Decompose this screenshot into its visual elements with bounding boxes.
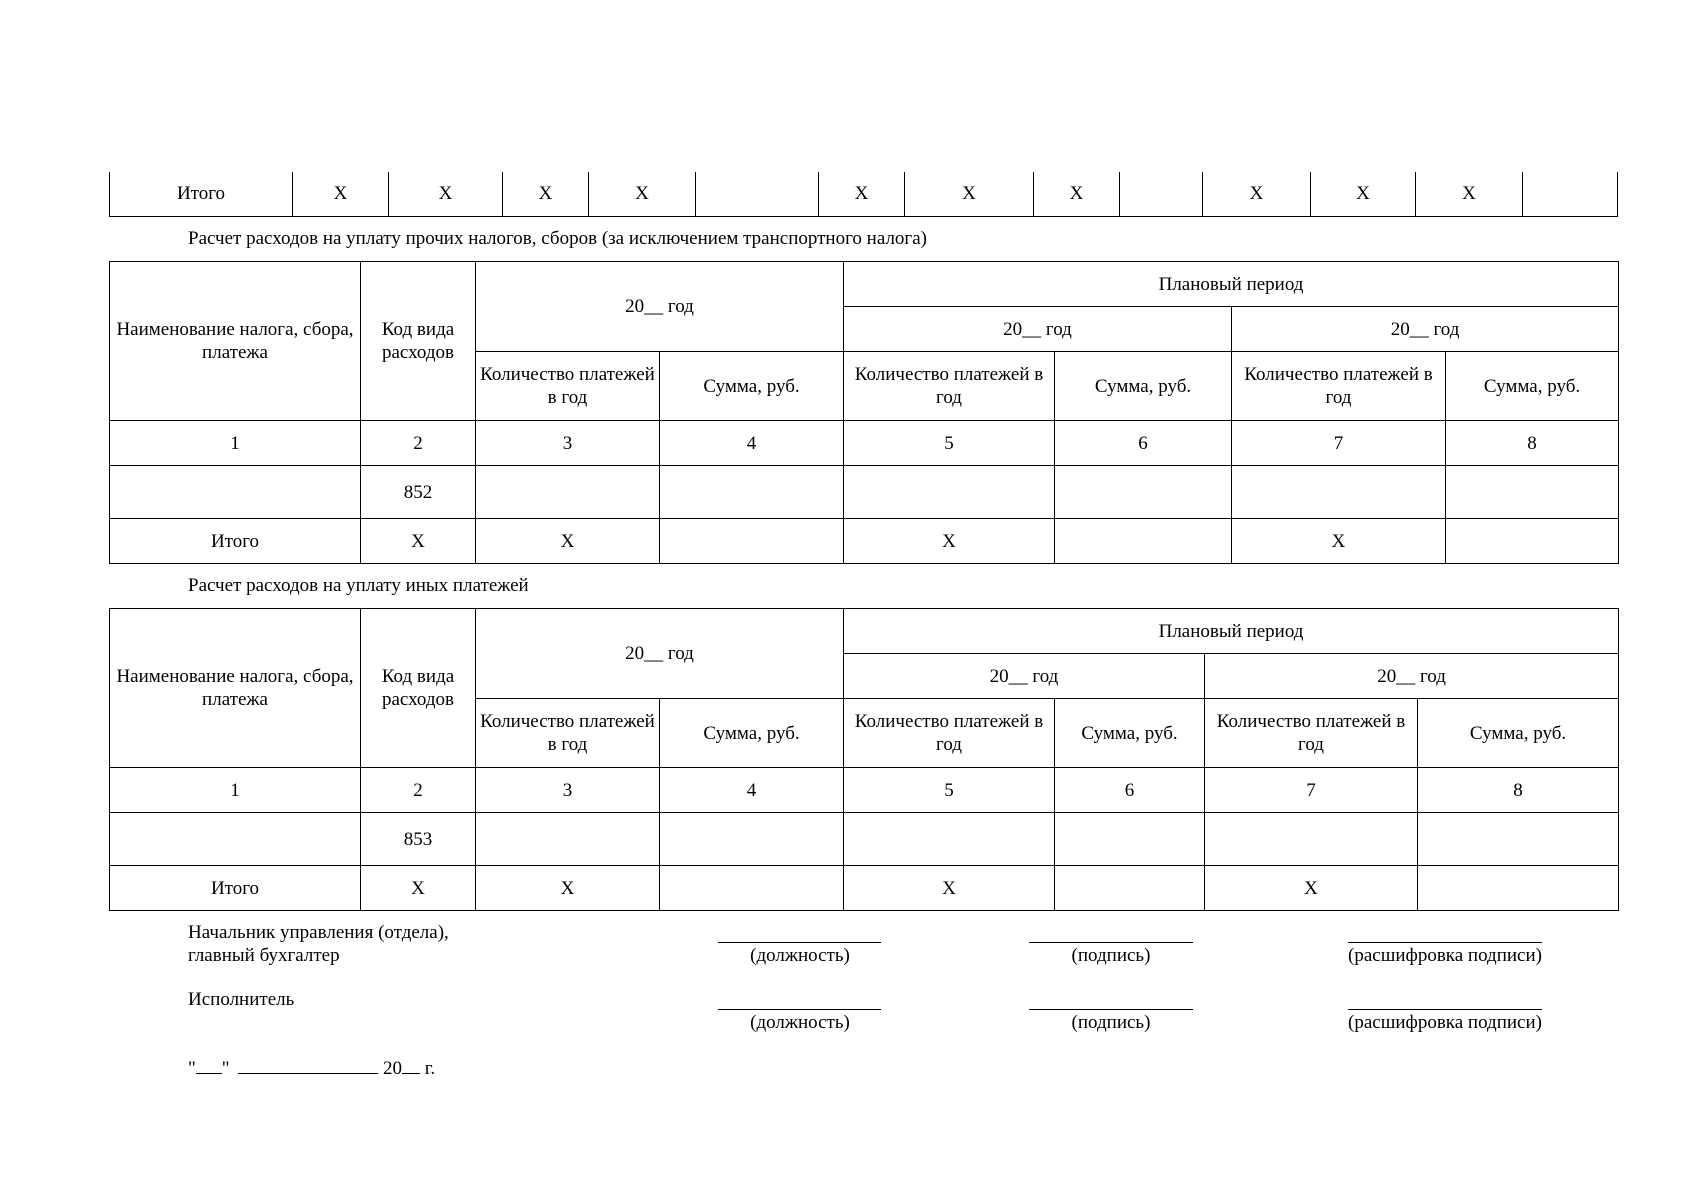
expense-code-cell: 852 — [361, 466, 476, 519]
header-amount: Сумма, руб. — [1055, 352, 1232, 421]
table-cell — [844, 466, 1055, 519]
other-taxes-table — [109, 261, 1619, 564]
table-cell: X — [503, 172, 589, 216]
table-cell — [1446, 519, 1619, 564]
table-cell — [844, 813, 1055, 866]
executor-title: Исполнитель — [188, 989, 295, 1010]
table-cell — [1205, 813, 1418, 866]
day-blank — [196, 1057, 222, 1074]
header-plan-year-1: 20__ год — [844, 654, 1205, 699]
column-number: 1 — [110, 421, 361, 466]
date-line — [188, 1057, 435, 1080]
table-cell: X — [1203, 172, 1311, 216]
table-cell — [660, 813, 844, 866]
column-number: 8 — [1446, 421, 1619, 466]
header-amount: Сумма, руб. — [660, 352, 844, 421]
column-number: 5 — [844, 768, 1055, 813]
header-plan-year-2: 20__ год — [1232, 307, 1619, 352]
date-quote-close: " — [221, 1058, 230, 1079]
table-cell — [1418, 813, 1619, 866]
table-cell: X — [476, 866, 660, 911]
table-cell: X — [293, 172, 389, 216]
signature-line — [1029, 1009, 1193, 1010]
table-cell — [1523, 172, 1618, 216]
column-number: 5 — [844, 421, 1055, 466]
header-tax-name: Наименование налога, сбора, платежа — [110, 262, 361, 421]
position-signature-line — [718, 1009, 881, 1010]
table-cell: X — [905, 172, 1034, 216]
table-cell — [1055, 519, 1232, 564]
decoding-label: (расшифровка подписи) — [1348, 945, 1542, 966]
column-number: 2 — [361, 768, 476, 813]
head-title-line1: Начальник управления (отдела), — [188, 922, 449, 943]
column-number: 6 — [1055, 421, 1232, 466]
table-cell — [1055, 866, 1205, 911]
table-cell: X — [844, 866, 1055, 911]
table-cell: X — [819, 172, 905, 216]
header-expense-code: Код вида расходов — [361, 609, 476, 768]
total-label: Итого — [110, 866, 361, 911]
header-planning-period: Плановый период — [844, 262, 1619, 307]
decoding-signature-line — [1348, 1009, 1542, 1010]
table-row — [110, 172, 1618, 216]
column-number-row — [110, 768, 1619, 813]
table-cell — [1055, 813, 1205, 866]
table-cell — [1232, 466, 1446, 519]
section2-title: Расчет расходов на уплату иных платежей — [188, 575, 529, 596]
header-payments-count: Количество платежей в год — [1232, 352, 1446, 421]
table-cell: X — [1034, 172, 1120, 216]
date-quote-open: " — [188, 1058, 196, 1079]
table-header-row — [110, 262, 1619, 307]
table-cell — [660, 466, 844, 519]
column-number: 3 — [476, 768, 660, 813]
header-plan-year-2: 20__ год — [1205, 654, 1619, 699]
signature-label: (подпись) — [1071, 1012, 1151, 1033]
table-header-row — [110, 609, 1619, 654]
table-cell: X — [1311, 172, 1416, 216]
position-signature-line — [718, 942, 881, 943]
section1-title: Расчет расходов на уплату прочих налогов, сборов (за исключением транспортного налога) — [188, 228, 927, 249]
header-expense-code: Код вида расходов — [361, 262, 476, 421]
table-cell: X — [844, 519, 1055, 564]
header-amount: Сумма, руб. — [1418, 699, 1619, 768]
total-label: Итого — [110, 519, 361, 564]
table-cell — [476, 813, 660, 866]
expense-code-cell: 853 — [361, 813, 476, 866]
column-number: 3 — [476, 421, 660, 466]
column-number: 7 — [1232, 421, 1446, 466]
header-payments-count: Количество платежей в год — [844, 699, 1055, 768]
table-cell — [1418, 866, 1619, 911]
signature-label: (подпись) — [1071, 945, 1151, 966]
header-amount: Сумма, руб. — [1055, 699, 1205, 768]
header-current-year: 20__ год — [476, 262, 844, 352]
table-cell — [110, 466, 361, 519]
table-cell — [660, 519, 844, 564]
signature-line — [1029, 942, 1193, 943]
header-amount: Сумма, руб. — [660, 699, 844, 768]
header-planning-period: Плановый период — [844, 609, 1619, 654]
month-blank — [238, 1057, 378, 1074]
column-number-row — [110, 421, 1619, 466]
table-cell: X — [476, 519, 660, 564]
date-suffix: г. — [424, 1058, 436, 1079]
head-title-line2: главный бухгалтер — [188, 945, 340, 966]
total-row — [110, 866, 1619, 911]
previous-table-total — [109, 172, 1618, 217]
decoding-label: (расшифровка подписи) — [1348, 1012, 1542, 1033]
table-cell: X — [361, 519, 476, 564]
column-number: 2 — [361, 421, 476, 466]
table-cell — [660, 866, 844, 911]
column-number: 8 — [1418, 768, 1619, 813]
table-cell: X — [1416, 172, 1523, 216]
header-payments-count: Количество платежей в год — [1205, 699, 1418, 768]
date-year: 20 — [383, 1058, 403, 1079]
column-number: 4 — [660, 421, 844, 466]
header-plan-year-1: 20__ год — [844, 307, 1232, 352]
table-cell — [1055, 466, 1232, 519]
header-payments-count: Количество платежей в год — [844, 352, 1055, 421]
table-row — [110, 813, 1619, 866]
column-number: 7 — [1205, 768, 1418, 813]
column-number: 1 — [110, 768, 361, 813]
header-payments-count: Количество платежей в год — [476, 699, 660, 768]
table-cell — [110, 813, 361, 866]
table-cell: X — [589, 172, 696, 216]
column-number: 4 — [660, 768, 844, 813]
position-label: (должность) — [750, 1012, 850, 1033]
total-label: Итого — [110, 172, 293, 216]
column-number: 6 — [1055, 768, 1205, 813]
table-cell: X — [1232, 519, 1446, 564]
header-amount: Сумма, руб. — [1446, 352, 1619, 421]
table-cell — [1120, 172, 1203, 216]
table-cell — [476, 466, 660, 519]
table-row — [110, 466, 1619, 519]
table-cell — [696, 172, 819, 216]
table-cell: X — [1205, 866, 1418, 911]
table-cell — [1446, 466, 1619, 519]
table-cell: X — [361, 866, 476, 911]
total-row — [110, 519, 1619, 564]
position-label: (должность) — [750, 945, 850, 966]
header-tax-name: Наименование налога, сбора, платежа — [110, 609, 361, 768]
decoding-signature-line — [1348, 942, 1542, 943]
header-payments-count: Количество платежей в год — [476, 352, 660, 421]
header-current-year: 20__ год — [476, 609, 844, 699]
table-cell: X — [389, 172, 503, 216]
year-blank — [402, 1057, 420, 1074]
other-payments-table — [109, 608, 1619, 911]
